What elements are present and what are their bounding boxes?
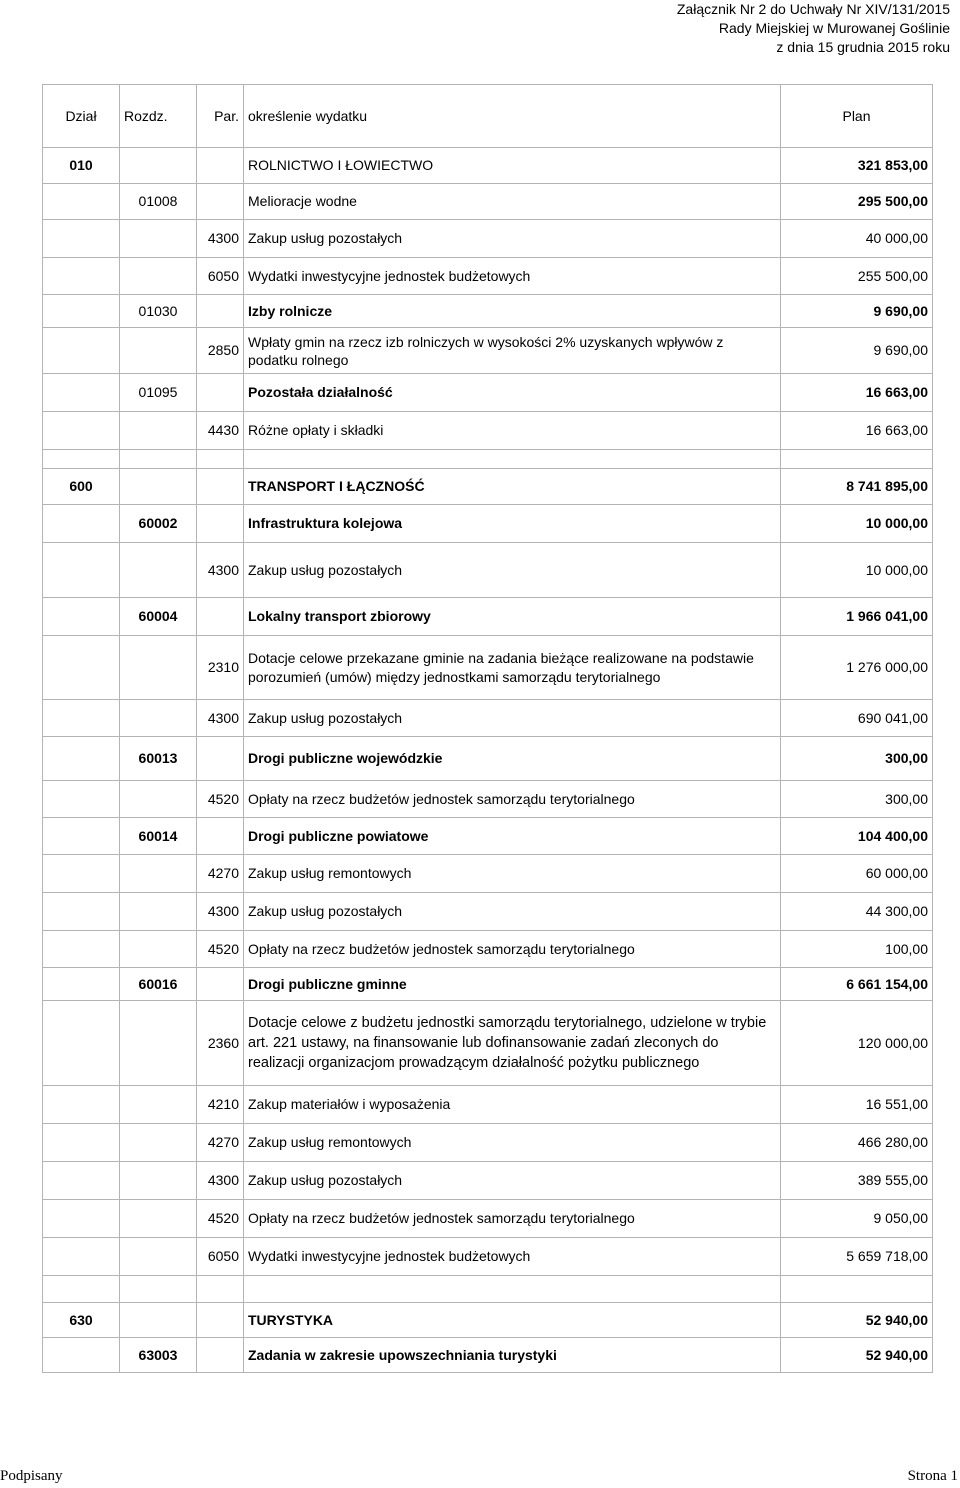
cell-desc: Zakup usług remontowych bbox=[244, 1124, 781, 1162]
cell-rozdz bbox=[120, 1162, 197, 1200]
col-header-rozdz: Rozdz. bbox=[120, 85, 197, 148]
cell-plan: 44 300,00 bbox=[781, 893, 933, 931]
cell-rozdz: 01008 bbox=[120, 184, 197, 220]
cell-par bbox=[197, 374, 244, 412]
table-row bbox=[43, 295, 933, 328]
cell-par bbox=[197, 148, 244, 184]
cell-par: 4300 bbox=[197, 893, 244, 931]
cell-plan: 52 940,00 bbox=[781, 1338, 933, 1373]
cell-plan: 295 500,00 bbox=[781, 184, 933, 220]
cell-desc: Zakup usług remontowych bbox=[244, 855, 781, 893]
cell-par: 4270 bbox=[197, 855, 244, 893]
cell-dzial bbox=[43, 737, 120, 781]
cell-dzial bbox=[43, 505, 120, 543]
cell-rozdz: 01095 bbox=[120, 374, 197, 412]
cell-plan: 255 500,00 bbox=[781, 258, 933, 295]
cell-plan: 1 276 000,00 bbox=[781, 636, 933, 700]
table-row bbox=[43, 1162, 933, 1200]
footer-signed: Podpisany bbox=[0, 1468, 63, 1484]
cell-par bbox=[197, 1303, 244, 1338]
budget-table bbox=[42, 84, 933, 1373]
cell-rozdz bbox=[120, 543, 197, 598]
cell-rozdz bbox=[120, 328, 197, 374]
cell-dzial bbox=[43, 1200, 120, 1238]
table-row bbox=[43, 412, 933, 450]
cell-plan: 60 000,00 bbox=[781, 855, 933, 893]
cell-dzial bbox=[43, 700, 120, 737]
cell-desc: Różne opłaty i składki bbox=[244, 412, 781, 450]
table-row bbox=[43, 543, 933, 598]
cell-dzial bbox=[43, 374, 120, 412]
cell-desc: Lokalny transport zbiorowy bbox=[244, 598, 781, 636]
cell-rozdz bbox=[120, 258, 197, 295]
cell-plan: 321 853,00 bbox=[781, 148, 933, 184]
cell-par: 4300 bbox=[197, 220, 244, 258]
cell-rozdz bbox=[120, 931, 197, 968]
cell-plan: 104 400,00 bbox=[781, 818, 933, 855]
cell-rozdz bbox=[120, 148, 197, 184]
cell-plan: 9 690,00 bbox=[781, 328, 933, 374]
cell-plan: 466 280,00 bbox=[781, 1124, 933, 1162]
spacer-row bbox=[43, 1276, 933, 1303]
cell-plan: 5 659 718,00 bbox=[781, 1238, 933, 1276]
table-row bbox=[43, 968, 933, 1001]
cell-desc: Drogi publiczne gminne bbox=[244, 968, 781, 1001]
cell-desc: Opłaty na rzecz budżetów jednostek samorządu terytorialnego bbox=[244, 781, 781, 818]
cell-dzial bbox=[43, 968, 120, 1001]
cell-par bbox=[197, 968, 244, 1001]
cell-par bbox=[197, 295, 244, 328]
cell-dzial: 600 bbox=[43, 469, 120, 505]
cell-dzial bbox=[43, 1162, 120, 1200]
cell-plan: 9 050,00 bbox=[781, 1200, 933, 1238]
cell-dzial bbox=[43, 328, 120, 374]
cell-rozdz bbox=[120, 700, 197, 737]
cell-dzial bbox=[43, 184, 120, 220]
table-row bbox=[43, 1001, 933, 1086]
cell-rozdz: 60013 bbox=[120, 737, 197, 781]
cell-rozdz bbox=[120, 1001, 197, 1086]
cell-dzial bbox=[43, 412, 120, 450]
cell-plan: 8 741 895,00 bbox=[781, 469, 933, 505]
table-row bbox=[43, 1200, 933, 1238]
cell-dzial bbox=[43, 781, 120, 818]
cell-rozdz: 60016 bbox=[120, 968, 197, 1001]
table-row bbox=[43, 184, 933, 220]
col-header-par: Par. bbox=[197, 85, 244, 148]
cell-desc: Wydatki inwestycyjne jednostek budżetowych bbox=[244, 1238, 781, 1276]
cell-desc: Zakup usług pozostałych bbox=[244, 1162, 781, 1200]
table-row bbox=[43, 1238, 933, 1276]
cell-par: 4210 bbox=[197, 1086, 244, 1124]
cell-rozdz bbox=[120, 855, 197, 893]
table-row bbox=[43, 855, 933, 893]
table-row bbox=[43, 258, 933, 295]
table-row bbox=[43, 598, 933, 636]
cell-par: 2360 bbox=[197, 1001, 244, 1086]
cell-par: 4520 bbox=[197, 781, 244, 818]
table-row bbox=[43, 1086, 933, 1124]
cell-plan: 9 690,00 bbox=[781, 295, 933, 328]
cell-dzial bbox=[43, 893, 120, 931]
cell-rozdz bbox=[120, 1086, 197, 1124]
col-header-dzial: Dział bbox=[43, 85, 120, 148]
header-line-3: z dnia 15 grudnia 2015 roku bbox=[776, 39, 950, 55]
cell-desc: Zakup usług pozostałych bbox=[244, 893, 781, 931]
cell-desc: Pozostała działalność bbox=[244, 374, 781, 412]
cell-par bbox=[197, 184, 244, 220]
cell-rozdz bbox=[120, 469, 197, 505]
cell-desc: Drogi publiczne wojewódzkie bbox=[244, 737, 781, 781]
cell-par: 2310 bbox=[197, 636, 244, 700]
table-row bbox=[43, 220, 933, 258]
cell-desc: ROLNICTWO I ŁOWIECTWO bbox=[244, 148, 781, 184]
table-row bbox=[43, 328, 933, 374]
cell-dzial bbox=[43, 636, 120, 700]
cell-dzial bbox=[43, 598, 120, 636]
cell-dzial bbox=[43, 1338, 120, 1373]
cell-plan: 6 661 154,00 bbox=[781, 968, 933, 1001]
table-row bbox=[43, 931, 933, 968]
cell-dzial: 630 bbox=[43, 1303, 120, 1338]
cell-plan: 120 000,00 bbox=[781, 1001, 933, 1086]
cell-plan: 389 555,00 bbox=[781, 1162, 933, 1200]
cell-dzial bbox=[43, 1086, 120, 1124]
cell-rozdz bbox=[120, 1200, 197, 1238]
cell-desc: TURYSTYKA bbox=[244, 1303, 781, 1338]
cell-par bbox=[197, 737, 244, 781]
cell-desc: TRANSPORT I ŁĄCZNOŚĆ bbox=[244, 469, 781, 505]
cell-par: 4520 bbox=[197, 1200, 244, 1238]
cell-dzial bbox=[43, 1238, 120, 1276]
cell-rozdz bbox=[120, 412, 197, 450]
cell-par bbox=[197, 1338, 244, 1373]
footer-page-number: Strona 1 bbox=[907, 1468, 958, 1484]
cell-dzial bbox=[43, 543, 120, 598]
cell-par: 4300 bbox=[197, 1162, 244, 1200]
cell-par: 6050 bbox=[197, 1238, 244, 1276]
cell-desc: Dotacje celowe przekazane gminie na zadania bieżące realizowane na podstawie porozumień (umów) między jednostkami samorządu terytorialnego bbox=[244, 636, 781, 700]
cell-rozdz bbox=[120, 1238, 197, 1276]
cell-rozdz bbox=[120, 1303, 197, 1338]
cell-desc: Izby rolnicze bbox=[244, 295, 781, 328]
cell-plan: 16 663,00 bbox=[781, 374, 933, 412]
cell-dzial bbox=[43, 295, 120, 328]
table-row bbox=[43, 818, 933, 855]
cell-rozdz: 60014 bbox=[120, 818, 197, 855]
cell-par: 4520 bbox=[197, 931, 244, 968]
table-row bbox=[43, 505, 933, 543]
table-row bbox=[43, 893, 933, 931]
col-header-desc: określenie wydatku bbox=[244, 85, 781, 148]
cell-dzial bbox=[43, 220, 120, 258]
cell-rozdz: 63003 bbox=[120, 1338, 197, 1373]
cell-desc: Zakup usług pozostałych bbox=[244, 700, 781, 737]
cell-desc: Zakup materiałów i wyposażenia bbox=[244, 1086, 781, 1124]
cell-plan: 52 940,00 bbox=[781, 1303, 933, 1338]
cell-plan: 690 041,00 bbox=[781, 700, 933, 737]
document-header bbox=[430, 0, 950, 57]
cell-par: 4270 bbox=[197, 1124, 244, 1162]
cell-dzial bbox=[43, 258, 120, 295]
table-row bbox=[43, 781, 933, 818]
table-row bbox=[43, 1124, 933, 1162]
cell-dzial bbox=[43, 931, 120, 968]
cell-rozdz: 60002 bbox=[120, 505, 197, 543]
cell-dzial: 010 bbox=[43, 148, 120, 184]
cell-desc: Infrastruktura kolejowa bbox=[244, 505, 781, 543]
table-row bbox=[43, 636, 933, 700]
cell-plan: 10 000,00 bbox=[781, 505, 933, 543]
cell-par bbox=[197, 469, 244, 505]
cell-par bbox=[197, 818, 244, 855]
cell-dzial bbox=[43, 1001, 120, 1086]
cell-par: 4430 bbox=[197, 412, 244, 450]
cell-plan: 16 663,00 bbox=[781, 412, 933, 450]
cell-par: 2850 bbox=[197, 328, 244, 374]
table-row bbox=[43, 700, 933, 737]
cell-rozdz bbox=[120, 220, 197, 258]
cell-plan: 40 000,00 bbox=[781, 220, 933, 258]
header-line-2: Rady Miejskiej w Murowanej Goślinie bbox=[718, 20, 950, 36]
table-row bbox=[43, 737, 933, 781]
cell-desc: Zakup usług pozostałych bbox=[244, 543, 781, 598]
cell-par: 4300 bbox=[197, 700, 244, 737]
cell-plan: 100,00 bbox=[781, 931, 933, 968]
cell-plan: 1 966 041,00 bbox=[781, 598, 933, 636]
cell-rozdz bbox=[120, 636, 197, 700]
table-row bbox=[43, 374, 933, 412]
cell-desc: Opłaty na rzecz budżetów jednostek samorządu terytorialnego bbox=[244, 1200, 781, 1238]
cell-desc: Wydatki inwestycyjne jednostek budżetowych bbox=[244, 258, 781, 295]
table-row bbox=[43, 1303, 933, 1338]
cell-rozdz bbox=[120, 1124, 197, 1162]
cell-dzial bbox=[43, 1124, 120, 1162]
cell-desc: Drogi publiczne powiatowe bbox=[244, 818, 781, 855]
cell-par: 6050 bbox=[197, 258, 244, 295]
cell-plan: 300,00 bbox=[781, 737, 933, 781]
cell-desc: Opłaty na rzecz budżetów jednostek samorządu terytorialnego bbox=[244, 931, 781, 968]
cell-par bbox=[197, 598, 244, 636]
table-row bbox=[43, 148, 933, 184]
cell-desc: Wpłaty gmin na rzecz izb rolniczych w wysokości 2% uzyskanych wpływów z podatku rolnego bbox=[244, 328, 781, 374]
cell-desc: Melioracje wodne bbox=[244, 184, 781, 220]
cell-desc: Zadania w zakresie upowszechniania turystyki bbox=[244, 1338, 781, 1373]
table-row bbox=[43, 1338, 933, 1373]
cell-rozdz: 60004 bbox=[120, 598, 197, 636]
cell-plan: 10 000,00 bbox=[781, 543, 933, 598]
cell-plan: 300,00 bbox=[781, 781, 933, 818]
table-row bbox=[43, 469, 933, 505]
cell-dzial bbox=[43, 855, 120, 893]
cell-rozdz bbox=[120, 781, 197, 818]
cell-desc: Dotacje celowe z budżetu jednostki samorządu terytorialnego, udzielone w trybie art. 221 ustawy, na finansowanie lub dofinansowanie zadań zleconych do realizacji organizacjom prowadzącym działalność pożytku publicznego bbox=[244, 1001, 781, 1086]
cell-rozdz: 01030 bbox=[120, 295, 197, 328]
spacer-row bbox=[43, 450, 933, 469]
col-header-plan: Plan bbox=[781, 85, 933, 148]
cell-par: 4300 bbox=[197, 543, 244, 598]
cell-par bbox=[197, 505, 244, 543]
cell-dzial bbox=[43, 818, 120, 855]
cell-rozdz bbox=[120, 893, 197, 931]
cell-desc: Zakup usług pozostałych bbox=[244, 220, 781, 258]
header-line-1: Załącznik Nr 2 do Uchwały Nr XIV/131/2015 bbox=[676, 1, 950, 17]
table-header-row bbox=[43, 85, 933, 148]
cell-plan: 16 551,00 bbox=[781, 1086, 933, 1124]
